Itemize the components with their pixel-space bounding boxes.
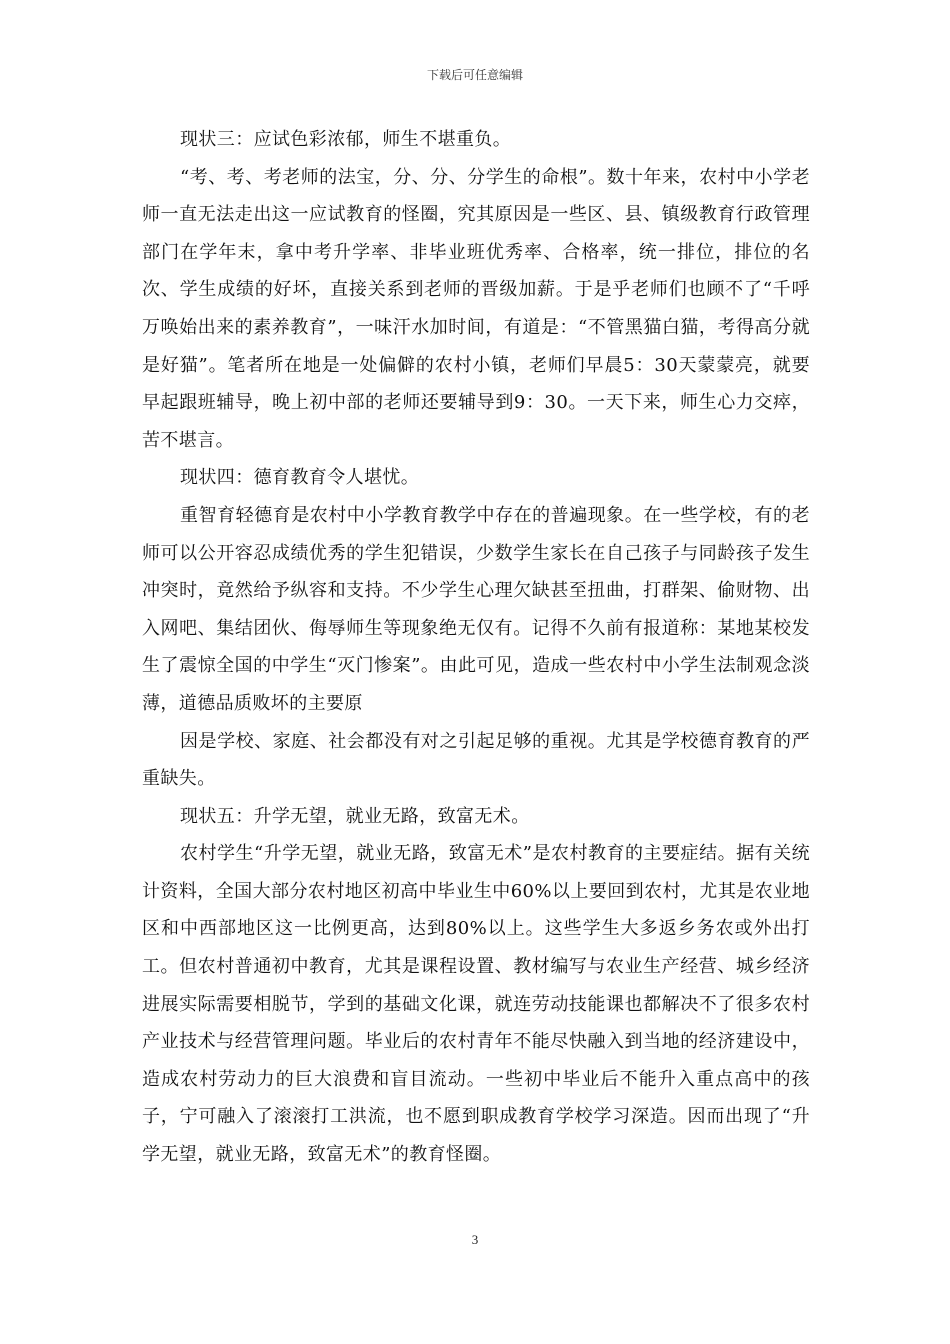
heading-status-four: 现状四：德育教育令人堪忧。 — [180, 467, 420, 489]
paragraph-moral-education-continued: 因是学校、家庭、社会都没有对之引起足够的重视。尤其是学校德育教育的严重缺失。 — [142, 730, 810, 790]
page-number: 3 — [471, 1232, 479, 1247]
paragraph-moral-education: 重智育轻德育是农村中小学教育教学中存在的普遍现象。在一些学校，有的老师可以公开容忍成绩优秀的学生犯错误，少数学生家长在自己孩子与同龄孩子发生冲突时，竟然给予纵容和支持。不少学生心理欠缺甚至扭曲，打群架、偷财物、出入网吧、集结团伙、侮辱师生等现象绝无仅有。记得不久前有报道称：某地某校发生了震惊全国的中学生“灭门惨案”。由此可见，造成一些农村中小学生法制观念淡薄，道德品质败坏的主要原 — [142, 504, 810, 714]
paragraph-exam-oriented: “考、考、考老师的法宝，分、分、分学生的命根”。数十年来，农村中小学老师一直无法走出这一应试教育的怪圈，究其原因是一些区、县、镇级教育行政管理部门在学年末，拿中考升学率、非毕业班优秀率、合格率，统一排位，排位的名次、学生成绩的好坏，直接关系到老师的晋级加薪。于是乎老师们也顾不了“千呼万唤始出来的素养教育”，一味汗水加时间，有道是：“不管黑猫白猫，考得高分就是好猫”。笔者所在地是一处偏僻的农村小镇，老师们早晨5：30天蒙蒙亮，就要早起跟班辅导，晚上初中部的老师还要辅导到9：30。一天下来，师生心力交瘁，苦不堪言。 — [142, 166, 810, 451]
page-header: 下载后可任意编辑 — [426, 68, 523, 82]
heading-status-five: 现状五：升学无望，就业无路，致富无术。 — [180, 805, 530, 827]
heading-status-three: 现状三：应试色彩浓郁，师生不堪重负。 — [180, 129, 512, 150]
document-body — [142, 121, 810, 1174]
paragraph-employment: 农村学生“升学无望，就业无路，致富无术”是农村教育的主要症结。据有关统计资料，全国大部分农村地区初高中毕业生中60%以上要回到农村，尤其是农业地区和中西部地区这一比例更高，达到80%以上。这些学生大多返乡务农或外出打工。但农村普通初中教育，尤其是课程设置、教材编写与农业生产经营、城乡经济进展实际需要相脱节，学到的基础文化课，就连劳动技能课也都解决不了很多农村产业技术与经营管理问题。毕业后的农村青年不能尽快融入到当地的经济建设中，造成农村劳动力的巨大浪费和盲目流动。一些初中毕业后不能升入重点高中的孩子，宁可融入了滚滚打工洪流，也不愿到职成教育学校学习深造。因而出现了“升学无望，就业无路，致富无术”的教育怪圈。 — [142, 843, 810, 1166]
